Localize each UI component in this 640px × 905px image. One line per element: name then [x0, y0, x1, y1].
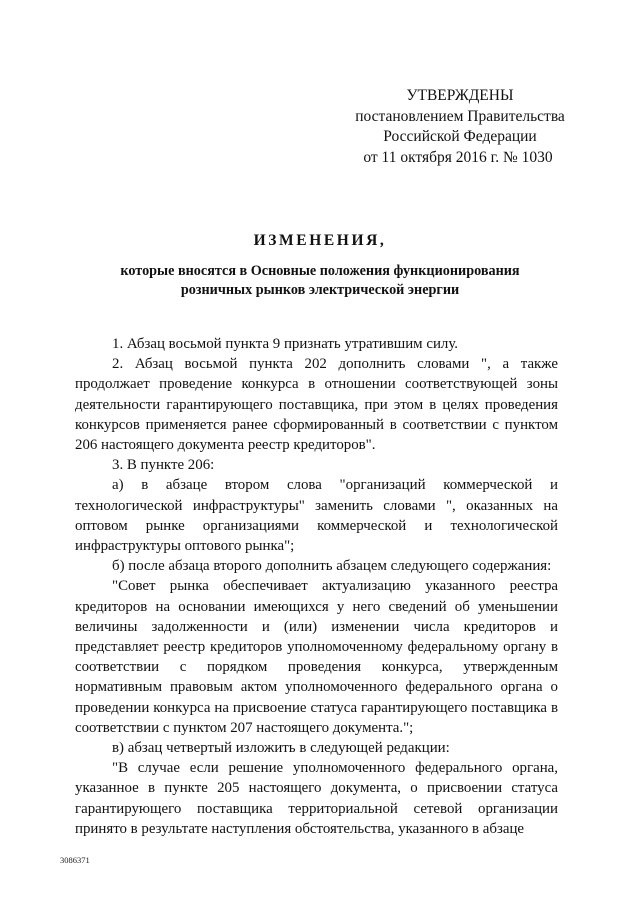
- subtitle-line-2: розничных рынков электрической энергии: [180, 282, 460, 298]
- paragraph: "Совет рынка обеспечивает актуализацию указанного реестра кредиторов на основании имеющихся у него сведений об уменьшении величины задолженности и (или) изменении числа кредиторов и представляет реестр кредиторов уполномоченному федеральному органу в соответствии с порядком проведения конкурса, утвержденным нормативным правовым актом уполномоченного федерального органа о проведении конкурса на присвоение статуса гарантирующего поставщика в соответствии с пунктом 207 настоящего документа.";: [75, 578, 558, 736]
- subtitle-line-1: которые вносятся в Основные положения функционирования: [120, 263, 520, 279]
- approval-line-1: постановлением Правительства: [355, 107, 565, 125]
- approval-heading: УТВЕРЖДЕНЫ: [406, 87, 514, 104]
- approval-block: [340, 86, 580, 168]
- paragraph: в) абзац четвертый изложить в следующей редакции:: [112, 740, 450, 757]
- paragraph: 1. Абзац восьмой пункта 9 признать утратившим силу.: [112, 336, 459, 352]
- paragraph: 3. В пункте 206:: [112, 457, 215, 474]
- paragraph: б) после абзаца второго дополнить абзацем следующего содержания:: [112, 558, 552, 575]
- paragraph: 2. Абзац восьмой пункта 202 дополнить словами ", а также продолжает проведение конкурса в отношении соответствующей зоны деятельности гарантирующего поставщика, при этом в целях проведения конкурсов применяется ранее сформированный в соответствии с пунктом 206 настоящего документа реестр кредиторов".: [75, 356, 558, 454]
- document-title: ИЗМЕНЕНИЯ,: [253, 232, 387, 249]
- document-subtitle: [60, 262, 580, 300]
- paragraph: а) в абзаце втором слова "организаций коммерческой и технологической инфраструктуры" заменить словами ", оказанных на оптовом рынке организациями коммерческой и технологической инфраструктуры оптового рынка";: [75, 477, 558, 555]
- document-code: 3086371: [60, 855, 90, 865]
- paragraph: "В случае если решение уполномоченного федерального органа, указанное в пункте 205 настоящего документа, о присвоении статуса гарантирующего поставщика территориальной сетевой организации принято в результате наступления обстоятельства, указанного в абзаце: [75, 760, 558, 837]
- approval-date-line: от 11 октября 2016 г. № 1030: [363, 148, 553, 166]
- approval-line-2: Российской Федерации: [383, 128, 537, 145]
- document-body: [75, 334, 558, 839]
